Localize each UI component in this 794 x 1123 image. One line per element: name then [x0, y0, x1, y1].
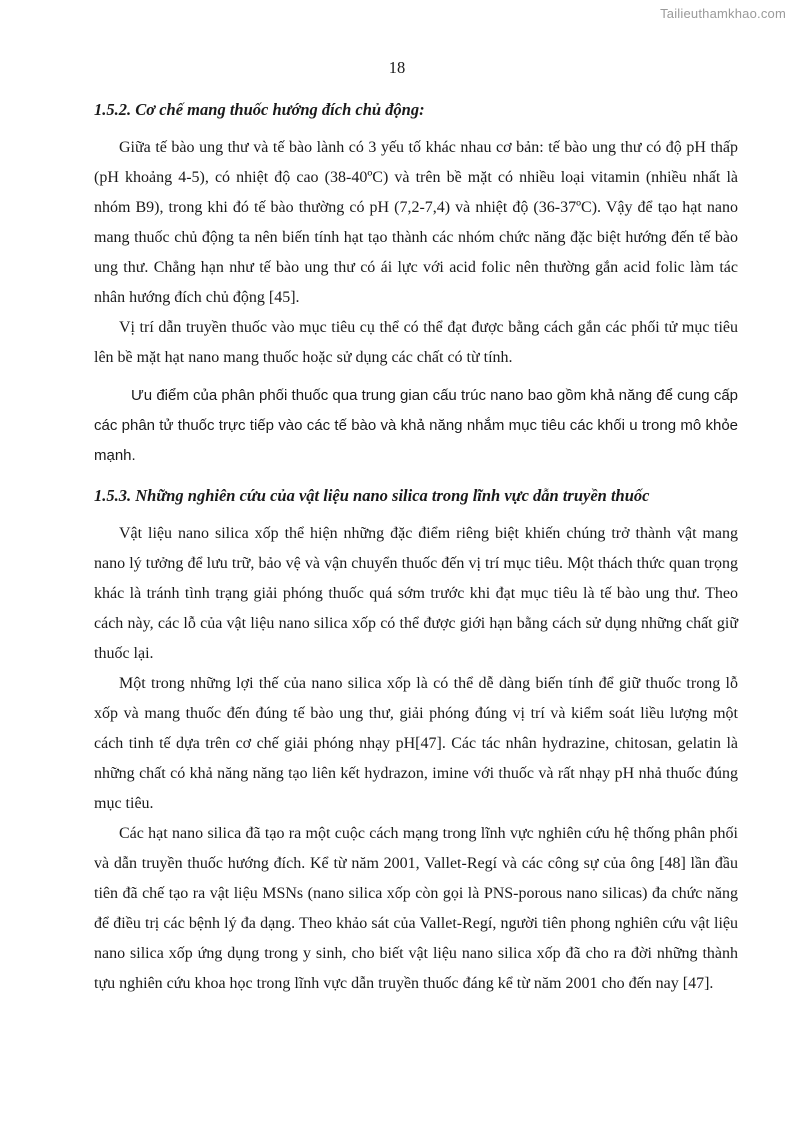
paragraph: Các hạt nano silica đã tạo ra một cuộc cách mạng trong lĩnh vực nghiên cứu hệ thống phân phối và dẫn truyền thuốc hướng đích. Kể từ năm 2001, Vallet-Regí và các công sự của ông [48] lần đầu tiên đã chế tạo ra vật liệu MSNs (nano silica xốp còn gọi là PNS-porous nano silicas) đa chức năng để điều trị các bệnh lý đa dạng. Theo khảo sát của Vallet-Regí, người tiên phong nghiên cứu vật liệu nano silica xốp ứng dụng trong y sinh, cho biết vật liệu nano silica xốp đã cho ra đời những thành tựu nghiên cứu khoa học trong lĩnh vực dẫn truyền thuốc đáng kể từ năm 2001 cho đến nay [47]. [94, 825, 738, 992]
page-number: 18 [388, 58, 406, 77]
section-heading-1-5-2: 1.5.2. Cơ chế mang thuốc hướng đích chủ động: [94, 100, 425, 119]
paragraph: Một trong những lợi thế của nano silica xốp là có thể dễ dàng biến tính để giữ thuốc trong lỗ xốp và mang thuốc đến đúng tế bào ung thư, giải phóng đúng vị trí và kiểm soát liều lượng một cách tinh tế dựa trên cơ chế giải phóng nhạy pH[47]. Các tác nhân hydrazine, chitosan, gelatin là những chất có khả năng năng tạo liên kết hydrazon, imine với thuốc và rất nhạy pH nhả thuốc đúng mục tiêu. [94, 675, 738, 812]
paragraph: Vật liệu nano silica xốp thể hiện những đặc điểm riêng biệt khiến chúng trở thành vật mang nano lý tưởng để lưu trữ, bảo vệ và vận chuyển thuốc đến vị trí mục tiêu. Một thách thức quan trọng khác là tránh tình trạng giải phóng thuốc quá sớm trước khi đạt mục tiêu là tế bào ung thư. Theo cách này, các lỗ của vật liệu nano silica xốp có thể được giới hạn bằng cách sử dụng những chất giữ thuốc lại. [94, 525, 738, 662]
page-content [94, 95, 738, 999]
section-heading-1-5-3: 1.5.3. Những nghiên cứu của vật liệu nano silica trong lĩnh vực dẫn truyền thuốc [94, 486, 650, 505]
watermark: Tailieuthamkhao.com [660, 6, 786, 21]
paragraph: Vị trí dẫn truyền thuốc vào mục tiêu cụ thể có thể đạt được bằng cách gắn các phối tử mục tiêu lên bề mặt hạt nano mang thuốc hoặc sử dụng các chất có từ tính. [94, 319, 738, 366]
paragraph: Giữa tế bào ung thư và tế bào lành có 3 yếu tố khác nhau cơ bản: tế bào ung thư có độ pH thấp (pH khoảng 4-5), có nhiệt độ cao (38-40ºC) và trên bề mặt có nhiều loại vitamin (nhiều nhất là nhóm B9), trong khi đó tế bào thường có pH (7,2-7,4) và nhiệt độ (36-37ºC). Vậy để tạo hạt nano mang thuốc chủ động ta nên biến tính hạt tạo thành các nhóm chức năng đặc biệt hướng đến tế bào ung thư. Chẳng hạn như tế bào ung thư có ái lực với acid folic nên thường gắn acid folic làm tác nhân hướng đích chủ động [45]. [94, 139, 738, 306]
paragraph: Ưu điểm của phân phối thuốc qua trung gian cấu trúc nano bao gồm khả năng để cung cấp các phân tử thuốc trực tiếp vào các tế bào và khả năng nhắm mục tiêu các khối u trong mô khỏe mạnh. [94, 387, 738, 464]
